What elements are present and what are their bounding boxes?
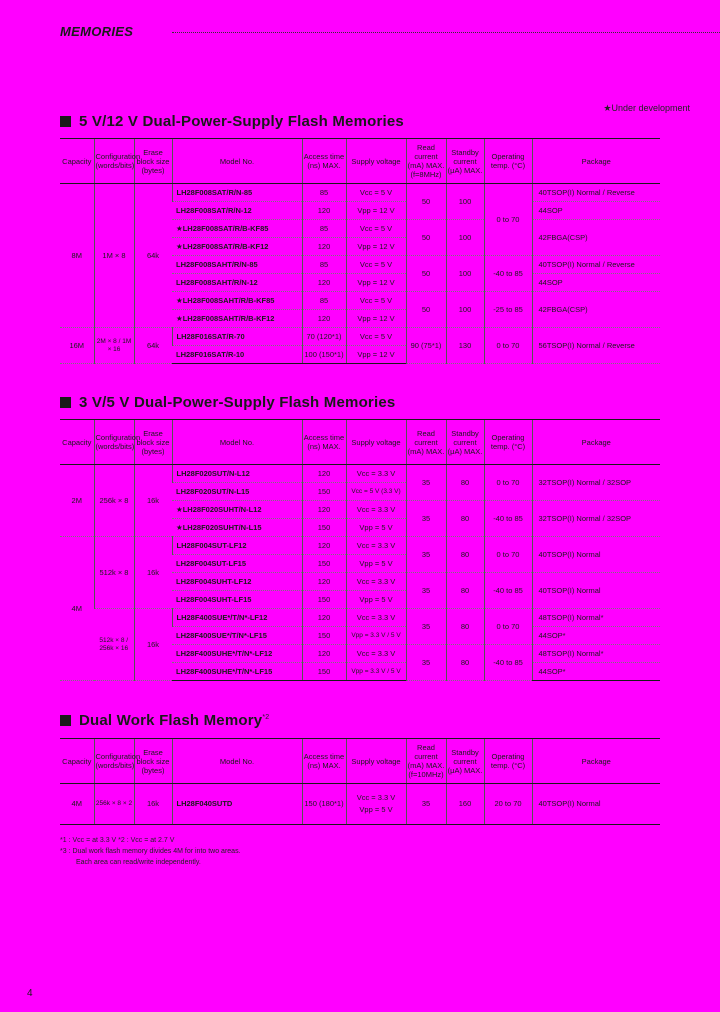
- footnotes: [60, 835, 241, 868]
- col-configuration: Configuration (words/bits): [94, 739, 134, 784]
- col-model: Model No.: [172, 139, 302, 184]
- read-cell: 35: [406, 465, 446, 501]
- supply-cell: Vcc = 5 V (3.3 V): [346, 483, 406, 501]
- model-cell: LH28F400SUE*/T/N*-LF15: [172, 627, 302, 645]
- temp-cell: 20 to 70: [484, 784, 532, 825]
- erase-cell: 16k: [134, 609, 172, 681]
- table-row: [60, 537, 660, 555]
- config-cell: 512k × 8 / 256k × 16: [94, 609, 134, 681]
- col-capacity: Capacity: [60, 739, 94, 784]
- model-cell: ★LH28F008SAT/R/B-KF12: [172, 238, 302, 256]
- read-cell: 35: [406, 573, 446, 609]
- col-standby-current: Standby current (μA) MAX.: [446, 139, 484, 184]
- temp-cell: -25 to 85: [484, 292, 532, 328]
- col-supply-voltage: Supply voltage: [346, 420, 406, 465]
- col-standby-current: Standby current (μA) MAX.: [446, 420, 484, 465]
- model-cell: LH28F020SUT/N-L15: [172, 483, 302, 501]
- col-access-time: Access time (ns) MAX.: [302, 139, 346, 184]
- erase-cell: 64k: [134, 184, 172, 328]
- supply-line: Vpp = 5 V: [359, 805, 393, 814]
- package-cell: 44SOP*: [532, 627, 660, 645]
- col-read-current: Read current (mA) MAX. (f=8MHz): [406, 139, 446, 184]
- table-header-row: [60, 420, 660, 465]
- access-cell: 85: [302, 184, 346, 202]
- model-cell: LH28F020SUT/N-L12: [172, 465, 302, 483]
- supply-cell: Vpp = 12 V: [346, 346, 406, 364]
- read-cell: 90 (75*1): [406, 328, 446, 364]
- access-cell: 120: [302, 202, 346, 220]
- table-5v12v: [60, 138, 660, 364]
- access-cell: 85: [302, 220, 346, 238]
- supply-cell: Vcc = 3.3 V: [346, 645, 406, 663]
- col-erase-block: Erase block size (bytes): [134, 739, 172, 784]
- erase-cell: 16k: [134, 537, 172, 609]
- col-access-time: Access time (ns) MAX.: [302, 739, 346, 784]
- standby-cell: 100: [446, 184, 484, 220]
- package-cell: 40TSOP(I) Normal / Reverse: [532, 184, 660, 202]
- section-bullet-icon: [60, 116, 71, 127]
- access-cell: 150: [302, 663, 346, 681]
- table-header-row: [60, 139, 660, 184]
- supply-cell: Vpp = 3.3 V / 5 V: [346, 663, 406, 681]
- col-model: Model No.: [172, 739, 302, 784]
- access-cell: 85: [302, 256, 346, 274]
- temp-cell: 0 to 70: [484, 609, 532, 645]
- section-title-3v5v: 3 V/5 V Dual-Power-Supply Flash Memories: [60, 394, 395, 411]
- table-row: [60, 609, 660, 627]
- supply-cell: Vpp = 5 V: [346, 519, 406, 537]
- header-title: MEMORIES: [60, 24, 134, 39]
- col-capacity: Capacity: [60, 420, 94, 465]
- model-cell: LH28F008SAT/R/N-12: [172, 202, 302, 220]
- config-cell: 512k × 8: [94, 537, 134, 609]
- standby-cell: 80: [446, 465, 484, 501]
- read-cell: 35: [406, 609, 446, 645]
- access-cell: 120: [302, 537, 346, 555]
- supply-cell: Vpp = 5 V: [346, 555, 406, 573]
- table-3v5v: [60, 419, 660, 681]
- model-cell: ★LH28F020SUHT/N-L12: [172, 501, 302, 519]
- package-cell: 42FBGA(CSP): [532, 292, 660, 328]
- capacity-cell: 8M: [60, 184, 94, 328]
- capacity-cell: 16M: [60, 328, 94, 364]
- col-package: Package: [532, 739, 660, 784]
- config-cell: 2M × 8 / 1M × 16: [94, 328, 134, 364]
- col-model: Model No.: [172, 420, 302, 465]
- access-cell: 120: [302, 274, 346, 292]
- table-row: [60, 184, 660, 202]
- col-configuration: Configuration (words/bits): [94, 139, 134, 184]
- access-cell: 150: [302, 483, 346, 501]
- access-cell: 120: [302, 310, 346, 328]
- model-cell: LH28F008SAHT/R/N-85: [172, 256, 302, 274]
- package-cell: 44SOP: [532, 274, 660, 292]
- access-cell: 120: [302, 645, 346, 663]
- access-cell: 120: [302, 573, 346, 591]
- col-access-time: Access time (ns) MAX.: [302, 420, 346, 465]
- footnote: *3 : Dual work flash memory divides 4M for into two areas.: [60, 848, 241, 855]
- read-cell: 35: [406, 537, 446, 573]
- table-row: [60, 328, 660, 346]
- model-cell: LH28F004SUT-LF15: [172, 555, 302, 573]
- supply-cell: Vcc = 3.3 V: [346, 501, 406, 519]
- supply-cell: Vcc = 3.3 V: [346, 537, 406, 555]
- col-operating-temp: Operating temp. (°C): [484, 739, 532, 784]
- package-cell: 48TSOP(I) Normal*: [532, 645, 660, 663]
- col-supply-voltage: Supply voltage: [346, 739, 406, 784]
- access-cell: 120: [302, 609, 346, 627]
- section-bullet-icon: [60, 397, 71, 408]
- read-cell: 50: [406, 292, 446, 328]
- col-package: Package: [532, 420, 660, 465]
- supply-cell: Vpp = 3.3 V / 5 V: [346, 627, 406, 645]
- access-cell: 120: [302, 501, 346, 519]
- read-cell: 50: [406, 220, 446, 256]
- package-cell: 40TSOP(I) Normal: [532, 537, 660, 573]
- supply-cell: Vpp = 12 V: [346, 310, 406, 328]
- standby-cell: 100: [446, 292, 484, 328]
- section-title-5v12v: 5 V/12 V Dual-Power-Supply Flash Memories: [60, 113, 404, 130]
- model-cell: LH28F400SUHE*/T/N*-LF12: [172, 645, 302, 663]
- access-cell: 85: [302, 292, 346, 310]
- col-erase-block: Erase block size (bytes): [134, 139, 172, 184]
- supply-cell: Vcc = 5 V: [346, 328, 406, 346]
- col-capacity: Capacity: [60, 139, 94, 184]
- erase-cell: 16k: [134, 784, 172, 825]
- config-cell: 256k × 8 × 2: [94, 784, 134, 825]
- footnote: *1 : Vcc = at 3.3 V *2 : Vcc = at 2.7 V: [60, 837, 175, 844]
- supply-cell: Vcc = 5 V: [346, 292, 406, 310]
- footnote-ref: *2: [262, 714, 270, 721]
- temp-cell: 0 to 70: [484, 537, 532, 573]
- package-cell: 44SOP: [532, 202, 660, 220]
- temp-cell: -40 to 85: [484, 645, 532, 681]
- header-rule: [172, 32, 720, 33]
- supply-cell: Vcc = 3.3 V: [346, 609, 406, 627]
- standby-cell: 100: [446, 256, 484, 292]
- page-number: 4: [27, 988, 33, 999]
- standby-cell: 100: [446, 220, 484, 256]
- access-cell: 150: [302, 627, 346, 645]
- col-operating-temp: Operating temp. (°C): [484, 420, 532, 465]
- model-cell: LH28F008SAT/R/N-85: [172, 184, 302, 202]
- access-cell: 70 (120*1): [302, 328, 346, 346]
- model-cell: ★LH28F008SAHT/R/B-KF85: [172, 292, 302, 310]
- temp-cell: -40 to 85: [484, 573, 532, 609]
- standby-cell: 80: [446, 609, 484, 645]
- erase-cell: 64k: [134, 328, 172, 364]
- col-configuration: Configuration (words/bits): [94, 420, 134, 465]
- capacity-cell: 4M: [60, 537, 94, 681]
- temp-cell: -40 to 85: [484, 256, 532, 292]
- table-row: [60, 465, 660, 483]
- model-cell: ★LH28F020SUHT/N-L15: [172, 519, 302, 537]
- col-erase-block: Erase block size (bytes): [134, 420, 172, 465]
- capacity-cell: 2M: [60, 465, 94, 537]
- temp-cell: 0 to 70: [484, 465, 532, 501]
- read-cell: 50: [406, 256, 446, 292]
- access-cell: 150: [302, 591, 346, 609]
- model-cell: LH28F004SUHT-LF12: [172, 573, 302, 591]
- col-supply-voltage: Supply voltage: [346, 139, 406, 184]
- model-cell: LH28F040SUTD: [172, 784, 302, 825]
- section-title-dual-work: Dual Work Flash Memory$^{*2}$: [60, 712, 269, 729]
- model-cell: LH28F400SUE*/T/N*-LF12: [172, 609, 302, 627]
- model-cell: ★LH28F008SAHT/R/B-KF12: [172, 310, 302, 328]
- temp-cell: 0 to 70: [484, 184, 532, 256]
- package-cell: 32TSOP(I) Normal / 32SOP: [532, 465, 660, 501]
- model-cell: LH28F016SAT/R-70: [172, 328, 302, 346]
- read-cell: 50: [406, 184, 446, 220]
- col-operating-temp: Operating temp. (°C): [484, 139, 532, 184]
- temp-cell: -40 to 85: [484, 501, 532, 537]
- temp-cell: 0 to 70: [484, 328, 532, 364]
- standby-cell: 80: [446, 537, 484, 573]
- table-dual-work: [60, 738, 660, 825]
- model-cell: LH28F016SAT/R-10: [172, 346, 302, 364]
- standby-cell: 80: [446, 501, 484, 537]
- supply-cell: Vpp = 12 V: [346, 238, 406, 256]
- supply-cell: Vpp = 5 V: [346, 591, 406, 609]
- package-cell: 44SOP*: [532, 663, 660, 681]
- supply-cell: Vcc = 3.3 V: [346, 573, 406, 591]
- col-read-current: Read current (mA) MAX.: [406, 420, 446, 465]
- access-cell: 120: [302, 238, 346, 256]
- supply-cell: [346, 784, 406, 825]
- package-cell: 48TSOP(I) Normal*: [532, 609, 660, 627]
- capacity-cell: 4M: [60, 784, 94, 825]
- model-cell: LH28F008SAHT/R/N-12: [172, 274, 302, 292]
- model-cell: LH28F400SUHE*/T/N*-LF15: [172, 663, 302, 681]
- package-cell: 40TSOP(I) Normal: [532, 573, 660, 609]
- package-cell: 40TSOP(I) Normal: [532, 784, 660, 825]
- col-read-current: Read current (mA) MAX. (f=10MHz): [406, 739, 446, 784]
- supply-line: Vcc = 3.3 V: [356, 793, 396, 802]
- footnote: Each area can read/write independently.: [76, 859, 201, 866]
- access-cell: 120: [302, 465, 346, 483]
- standby-cell: 80: [446, 645, 484, 681]
- supply-cell: Vcc = 5 V: [346, 184, 406, 202]
- read-cell: 35: [406, 501, 446, 537]
- access-cell: 150 (180*1): [302, 784, 346, 825]
- config-cell: 256k × 8: [94, 465, 134, 537]
- erase-cell: 16k: [134, 465, 172, 537]
- standby-cell: 160: [446, 784, 484, 825]
- read-cell: 35: [406, 645, 446, 681]
- config-cell: 1M × 8: [94, 184, 134, 328]
- package-cell: 40TSOP(I) Normal / Reverse: [532, 256, 660, 274]
- model-cell: LH28F004SUHT-LF15: [172, 591, 302, 609]
- supply-cell: Vcc = 5 V: [346, 220, 406, 238]
- package-cell: 42FBGA(CSP): [532, 220, 660, 256]
- table-header-row: [60, 739, 660, 784]
- supply-cell: Vpp = 12 V: [346, 202, 406, 220]
- package-cell: 32TSOP(I) Normal / 32SOP: [532, 501, 660, 537]
- col-standby-current: Standby current (μA) MAX.: [446, 739, 484, 784]
- access-cell: 100 (150*1): [302, 346, 346, 364]
- under-development-note: ★Under development: [603, 103, 690, 113]
- supply-cell: Vpp = 12 V: [346, 274, 406, 292]
- read-cell: 35: [406, 784, 446, 825]
- access-cell: 150: [302, 555, 346, 573]
- col-package: Package: [532, 139, 660, 184]
- model-cell: LH28F004SUT-LF12: [172, 537, 302, 555]
- standby-cell: 80: [446, 573, 484, 609]
- supply-cell: Vcc = 3.3 V: [346, 465, 406, 483]
- model-cell: ★LH28F008SAT/R/B-KF85: [172, 220, 302, 238]
- standby-cell: 130: [446, 328, 484, 364]
- supply-cell: Vcc = 5 V: [346, 256, 406, 274]
- package-cell: 56TSOP(I) Normal / Reverse: [532, 328, 660, 364]
- access-cell: 150: [302, 519, 346, 537]
- table-row: [60, 784, 660, 825]
- section-bullet-icon: [60, 715, 71, 726]
